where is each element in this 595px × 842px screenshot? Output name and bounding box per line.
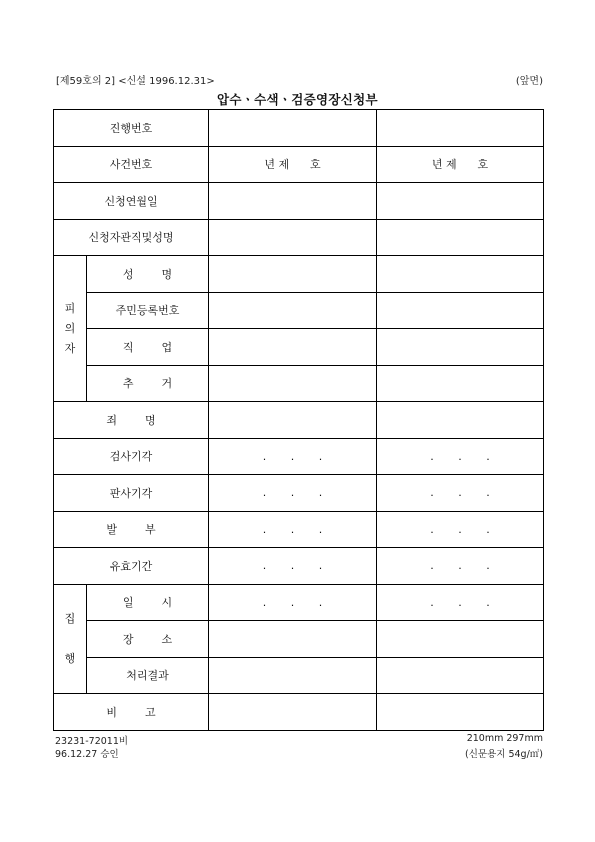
cell-prosecutor-reject-2[interactable]: [377, 438, 544, 475]
table-row: [54, 584, 544, 621]
exec-place-text: 장 소: [122, 632, 173, 646]
label-applicant: 신청자관직및성명: [54, 219, 209, 256]
table-row: [54, 402, 544, 439]
cell-exec-time-1[interactable]: [209, 584, 377, 621]
cell-applicant-1[interactable]: [209, 219, 377, 256]
date-dots: . . .: [430, 449, 490, 463]
suspect-job-text: 직 업: [122, 340, 173, 354]
label-suspect-name: [87, 256, 209, 293]
cell-remarks-2[interactable]: [377, 694, 544, 731]
cell-suspect-address-1[interactable]: [209, 365, 377, 402]
date-dots: . . .: [262, 522, 323, 536]
cell-suspect-address-2[interactable]: [377, 365, 544, 402]
label-remarks: [54, 694, 209, 731]
label-issue: [54, 511, 209, 548]
date-dots: . . .: [430, 486, 490, 500]
cell-valid-period-1[interactable]: [209, 548, 377, 585]
table-row: [54, 329, 544, 366]
table-row: [54, 292, 544, 329]
label-suspect-job: [87, 329, 209, 366]
cell-case-no-2[interactable]: [377, 146, 544, 183]
cell-suspect-id-2[interactable]: [377, 292, 544, 329]
cell-valid-period-2[interactable]: [377, 548, 544, 585]
label-apply-date: 신청연월일: [54, 183, 209, 220]
issue-text: 발 부: [106, 523, 156, 537]
label-suspect-group: [54, 256, 87, 402]
cell-applicant-2[interactable]: [377, 219, 544, 256]
cell-judge-reject-1[interactable]: [209, 475, 377, 512]
exec-group-text: 집 행: [64, 611, 76, 665]
table-row: [54, 256, 544, 293]
cell-suspect-name-2[interactable]: [377, 256, 544, 293]
cell-suspect-job-1[interactable]: [209, 329, 377, 366]
cell-issue-1[interactable]: [209, 511, 377, 548]
remarks-text: 비 고: [106, 705, 156, 719]
form-number: [제59호의 2] <신설 1996.12.31>: [56, 76, 215, 87]
case-no-value: 년 제 호: [264, 158, 321, 172]
date-dots: . . .: [262, 486, 323, 500]
cell-prosecutor-reject-1[interactable]: [209, 438, 377, 475]
cell-suspect-job-2[interactable]: [377, 329, 544, 366]
label-case-no: 사건번호: [54, 146, 209, 183]
table-row: [54, 657, 544, 694]
table-row: [54, 621, 544, 658]
page-title: 압수ㆍ수색ㆍ검증영장신청부: [217, 92, 378, 107]
cell-apply-date-1[interactable]: [209, 183, 377, 220]
page-side: (앞면): [515, 76, 543, 87]
label-crime: [54, 402, 209, 439]
cell-progress-no-2[interactable]: [377, 110, 544, 147]
label-exec-group: [54, 584, 87, 694]
cell-remarks-1[interactable]: [209, 694, 377, 731]
table-row: [54, 548, 544, 585]
label-valid-period: 유효기간: [54, 548, 209, 585]
table-row: [54, 511, 544, 548]
suspect-group-text: 피 의 자: [64, 301, 76, 355]
table-row: [54, 219, 544, 256]
label-prosecutor-reject: 검사기각: [54, 438, 209, 475]
paper-type: (신문용지 54g/㎡): [465, 749, 543, 760]
cell-suspect-name-1[interactable]: [209, 256, 377, 293]
register-form-table: [53, 109, 544, 731]
cell-crime-1[interactable]: [209, 402, 377, 439]
cell-progress-no-1[interactable]: [209, 110, 377, 147]
label-suspect-address: [87, 365, 209, 402]
table-row: [54, 438, 544, 475]
label-exec-time: [87, 584, 209, 621]
form-code: 23231-72011비: [55, 736, 129, 747]
cell-exec-result-1[interactable]: [209, 657, 377, 694]
table-row: [54, 110, 544, 147]
exec-time-text: 일 시: [122, 596, 173, 610]
date-dots: . . .: [262, 449, 323, 463]
table-row: [54, 146, 544, 183]
cell-issue-2[interactable]: [377, 511, 544, 548]
table-row: [54, 183, 544, 220]
label-judge-reject: 판사기각: [54, 475, 209, 512]
table-row: [54, 475, 544, 512]
cell-case-no-1[interactable]: [209, 146, 377, 183]
date-dots: . . .: [430, 595, 490, 609]
suspect-name-text: 성 명: [122, 267, 173, 281]
date-dots: . . .: [430, 559, 490, 573]
label-exec-result: 처리결과: [87, 657, 209, 694]
date-dots: . . .: [430, 522, 490, 536]
cell-exec-time-2[interactable]: [377, 584, 544, 621]
cell-suspect-id-1[interactable]: [209, 292, 377, 329]
approval-date: 96.12.27 승인: [55, 749, 119, 760]
case-no-value: 년 제 호: [431, 158, 489, 172]
paper-size: 210mm 297mm: [466, 733, 543, 744]
table-row: [54, 365, 544, 402]
date-dots: . . .: [262, 559, 323, 573]
label-exec-place: [87, 621, 209, 658]
cell-exec-place-2[interactable]: [377, 621, 544, 658]
cell-crime-2[interactable]: [377, 402, 544, 439]
cell-exec-result-2[interactable]: [377, 657, 544, 694]
table-row: [54, 694, 544, 731]
label-progress-no: 진행번호: [54, 110, 209, 147]
cell-judge-reject-2[interactable]: [377, 475, 544, 512]
cell-exec-place-1[interactable]: [209, 621, 377, 658]
date-dots: . . .: [262, 595, 323, 609]
crime-text: 죄 명: [106, 413, 156, 427]
label-suspect-id: 주민등록번호: [87, 292, 209, 329]
suspect-address-text: 추 거: [122, 377, 173, 391]
cell-apply-date-2[interactable]: [377, 183, 544, 220]
